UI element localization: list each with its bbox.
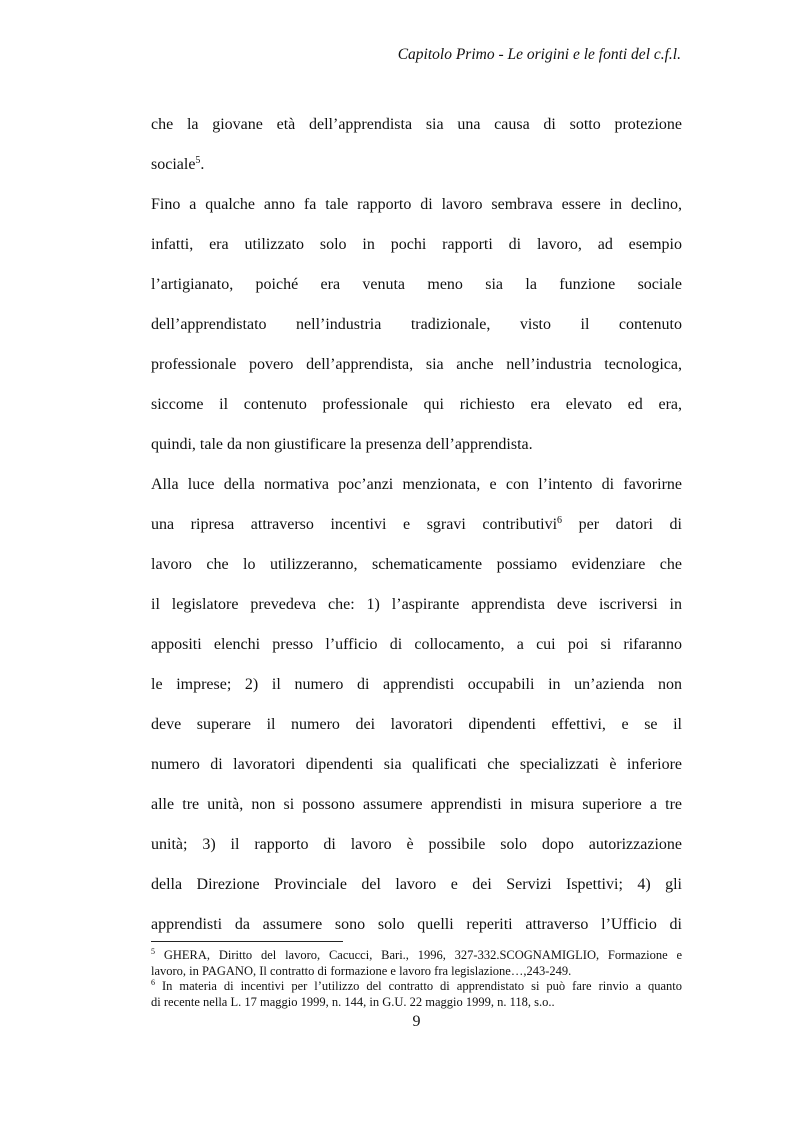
- body-line: infatti, era utilizzato solo in pochi rapporti di lavoro, ad esempio: [151, 236, 682, 253]
- body-line: dell’apprendistato nell’industria tradizionale, visto il contenuto: [151, 316, 682, 333]
- body-text: .: [200, 156, 205, 173]
- body-line: alle tre unità, non si possono assumere apprendisti in misura superiore a tre: [151, 796, 682, 813]
- body-line: unità; 3) il rapporto di lavoro è possibile solo dopo autorizzazione: [151, 836, 682, 853]
- footnote-6-cont: di recente nella L. 17 maggio 1999, n. 144, in G.U. 22 maggio 1999, n. 118, s.o..: [151, 995, 555, 1009]
- footnote-text: GHERA, Diritto del lavoro, Cacucci, Bari., 1996, 327-332.SCOGNAMIGLIO, Formazione e: [163, 948, 683, 962]
- body-line: della Direzione Provinciale del lavoro e dei Servizi Ispettivi; 4) gli: [151, 876, 682, 893]
- footnote-text: In materia di incentivi per l’utilizzo del contratto di apprendistato si può fare rinvio a quanto: [162, 979, 682, 993]
- body-line: deve superare il numero dei lavoratori dipendenti effettivi, e se il: [151, 716, 682, 733]
- page-number: 9: [412, 1013, 421, 1030]
- footnote-number: 5: [151, 947, 155, 956]
- body-line: lavoro che lo utilizzeranno, schematicamente possiamo evidenziare che: [151, 556, 682, 573]
- body-line: [151, 155, 682, 175]
- body-line: l’artigianato, poiché era venuta meno sia la funzione sociale: [151, 276, 682, 293]
- footnote-ref-6[interactable]: 6: [557, 515, 563, 526]
- body-line: Fino a qualche anno fa tale rapporto di lavoro sembrava essere in declino,: [151, 196, 682, 213]
- body-line: Alla luce della normativa poc’anzi menzionata, e con l’intento di favorirne: [151, 476, 682, 493]
- body-text: una ripresa attraverso incentivi e sgravi contributivi: [151, 516, 558, 533]
- body-line: le imprese; 2) il numero di apprendisti occupabili in un’azienda non: [151, 676, 682, 693]
- body-line: che la giovane età dell’apprendista sia una causa di sotto protezione: [151, 116, 682, 133]
- footnote-5-cont: lavoro, in PAGANO, Il contratto di formazione e lavoro fra legislazione…,243-249.: [151, 964, 572, 978]
- body-text: per datori di: [578, 516, 682, 533]
- body-line: quindi, tale da non giustificare la presenza dell’apprendista.: [151, 436, 533, 453]
- footnote-ref-5[interactable]: 5: [195, 155, 201, 166]
- running-header: Capitolo Primo - Le origini e le fonti del c.f.l.: [397, 46, 681, 63]
- footnote-5: [151, 948, 682, 963]
- body-line: appositi elenchi presso l’ufficio di collocamento, a cui poi si rifaranno: [151, 636, 682, 653]
- body-line: [151, 515, 682, 535]
- footnote-number: 6: [151, 978, 155, 987]
- body-line: professionale povero dell’apprendista, sia anche nell’industria tecnologica,: [151, 356, 682, 373]
- body-line: numero di lavoratori dipendenti sia qualificati che specializzati è inferiore: [151, 756, 682, 773]
- footnote-6: [151, 979, 682, 994]
- body-text: sociale: [151, 156, 196, 173]
- body-line: siccome il contenuto professionale qui richiesto era elevato ed era,: [151, 396, 682, 413]
- footnote-divider: [151, 941, 343, 942]
- body-line: apprendisti da assumere sono solo quelli reperiti attraverso l’Ufficio di: [151, 916, 682, 933]
- body-line: il legislatore prevedeva che: 1) l’aspirante apprendista deve iscriversi in: [151, 596, 682, 613]
